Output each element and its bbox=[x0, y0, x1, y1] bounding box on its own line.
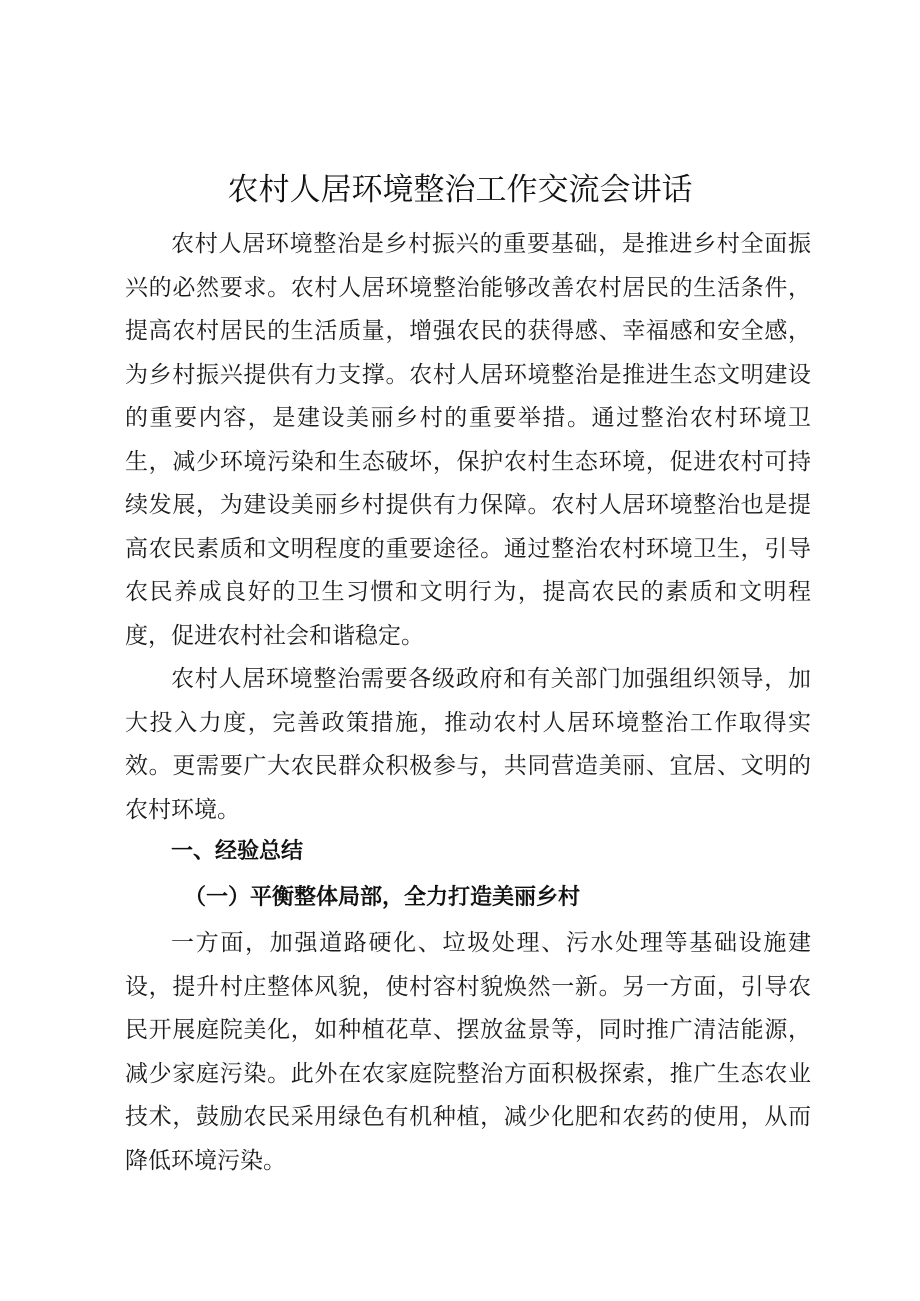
subsection-heading: （一）平衡整体局部，全力打造美丽乡村 bbox=[184, 885, 581, 910]
second-paragraph: 农村人居环境整治需要各级政府和有关部门加强组织领导，加大投入力度，完善政策措施，推动农村人居环境整治工作取得实效。更需要广大农民群众积极参与，共同营造美丽、宜居、文明的农村环境。 bbox=[125, 666, 811, 823]
section-heading: 一、经验总结 bbox=[171, 839, 304, 864]
intro-paragraph: 农村人居环境整治是乡村振兴的重要基础，是推进乡村全面振兴的必然要求。农村人居环境整治能够改善农村居民的生活条件，提高农村居民的生活质量，增强农民的获得感、幸福感和安全感，为乡村振兴提供有力支撑。农村人居环境整治是推进生态文明建设的重要内容，是建设美丽乡村的重要举措。通过整治农村环境卫生，减少环境污染和生态破坏，保护农村生态环境，促进农村可持续发展，为建设美丽乡村提供有力保障。农村人居环境整治也是提高农民素质和文明程度的重要途径。通过整治农村环境卫生，引导农民养成良好的卫生习惯和文明行为，提高农民的素质和文明程度，促进农村社会和谐稳定。 bbox=[125, 231, 811, 649]
document-title: 农村人居环境整治工作交流会讲话 bbox=[227, 172, 693, 208]
subsection-paragraph: 一方面，加强道路硬化、垃圾处理、污水处理等基础设施建设，提升村庄整体风貌，使村容村貌焕然一新。另一方面，引导农民开展庭院美化，如种植花草、摆放盆景等，同时推广清洁能源，减少家庭污染。此外在农家庭院整治方面积极探索，推广生态农业技术，鼓励农民采用绿色有机种植，减少化肥和农药的使用，从而降低环境污染。 bbox=[125, 930, 811, 1174]
